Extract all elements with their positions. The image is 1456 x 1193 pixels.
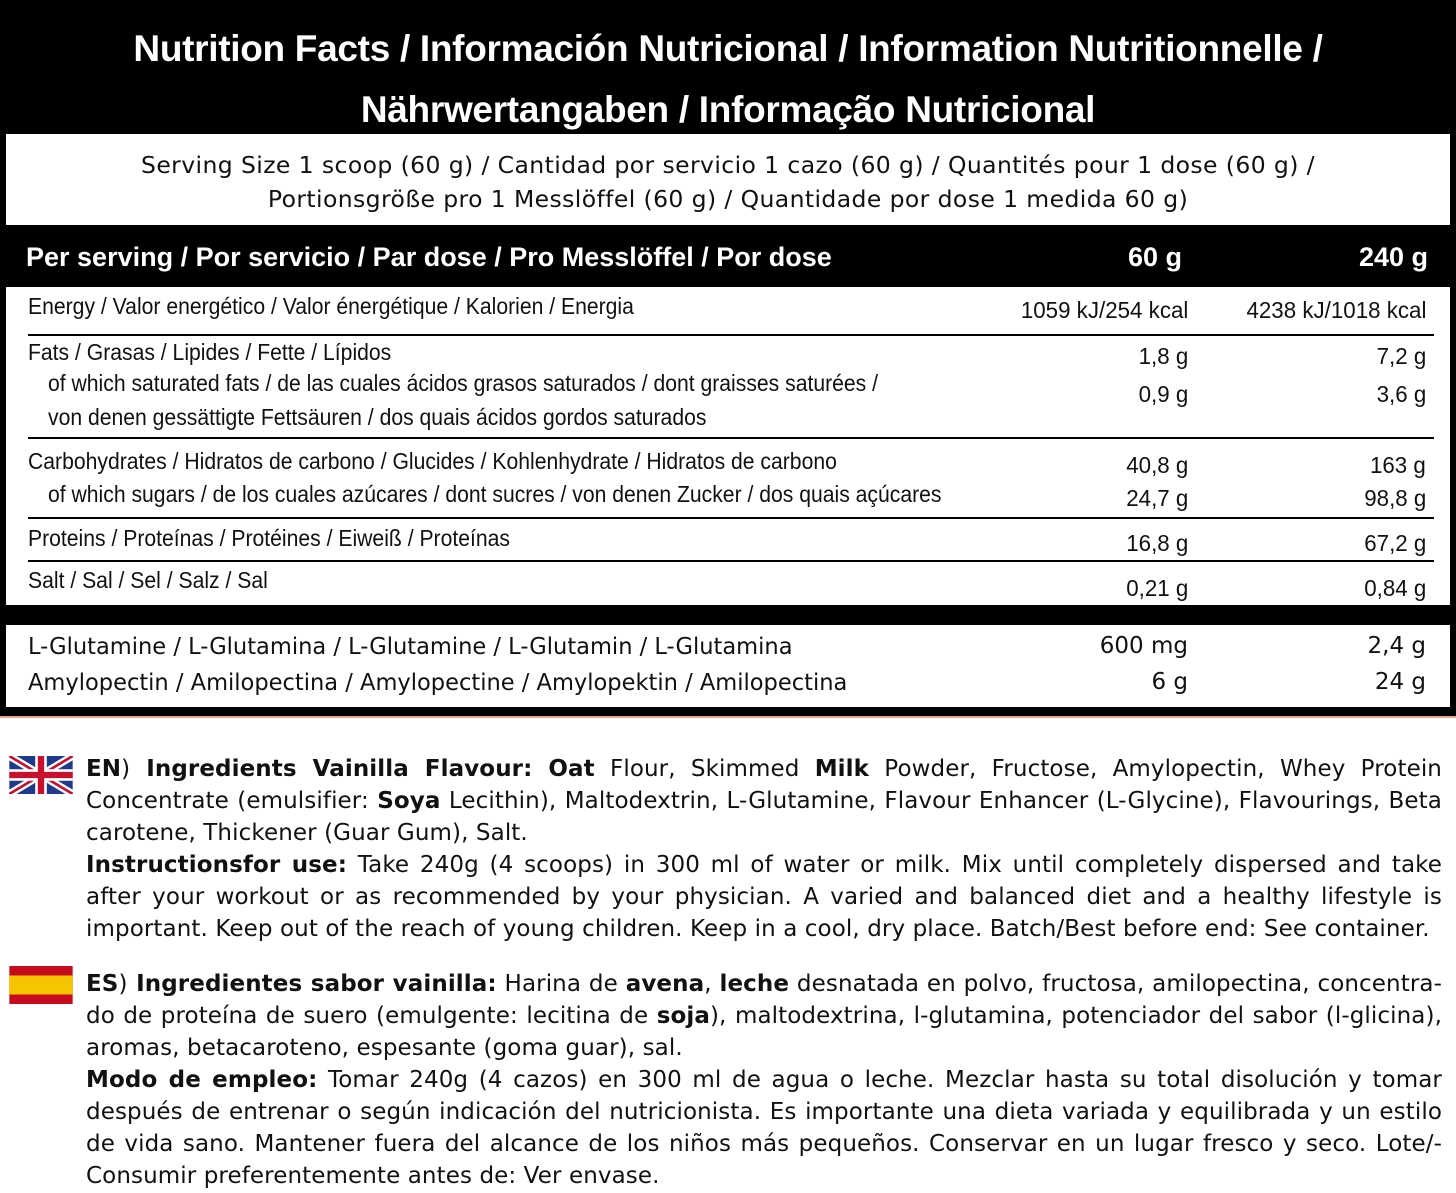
energy-240g: 4238 kJ/1018 kcal	[1246, 297, 1426, 323]
ingredients-text: Harina de	[496, 971, 626, 997]
ingredients-text: desnatada en polvo, fructosa, amilopectina, concentra-do de proteína de suero (emulgente: lecitina de	[86, 971, 1442, 1029]
row-divider	[28, 517, 1434, 519]
fats-label: Fats / Grasas / Lipides / Fette / Lípidos	[28, 339, 392, 365]
carbs-label: Carbohydrates / Hidratos de carbono / Glucides / Kohlenhydrate / Hidratos de carbono	[28, 448, 837, 474]
amylopectin-240g: 24 g	[1374, 669, 1426, 695]
sugars-240g: 98,8 g	[1363, 485, 1426, 511]
lang-paren: )	[118, 971, 128, 997]
allergen-soya: Soya	[377, 788, 441, 814]
allergen-oat: Oat	[548, 756, 595, 782]
lang-code-es: ES	[86, 971, 119, 997]
allergen-soja: soja	[656, 1003, 710, 1029]
ingredients-heading-es: Ingredientes sabor vainilla:	[127, 971, 497, 997]
glutamine-60g: 600 mg	[1099, 633, 1188, 659]
column-60g-header: 60 g	[1127, 242, 1182, 272]
column-240g-header: 240 g	[1358, 242, 1428, 272]
allergen-leche: leche	[719, 971, 790, 997]
glutamine-240g: 2,4 g	[1367, 633, 1426, 659]
lang-code-en: EN	[86, 756, 122, 782]
serving-size-box	[6, 134, 1450, 225]
salt-60g: 0,21 g	[1125, 575, 1188, 601]
row-divider	[28, 437, 1434, 439]
ingredients-text: ), maltodextrina, l-glutamina, potenciador del sabor (l-glicina), aromas, betacaroteno, espesante (goma guar), sal.	[86, 1003, 1442, 1061]
nutrient-table	[6, 287, 1450, 605]
ingredients-es	[86, 968, 1442, 1192]
ingredients-en	[86, 753, 1442, 945]
panel-bottom-rule	[0, 716, 1456, 718]
proteins-60g: 16,8 g	[1125, 530, 1188, 556]
serving-line-1: Serving Size 1 scoop (60 g) / Cantidad por servicio 1 cazo (60 g) / Quantités pour 1 dose (60 g) /	[141, 151, 1315, 179]
serving-line-2: Portionsgröße pro 1 Messlöffel (60 g) / Quantidade por dose 1 medida 60 g)	[267, 185, 1189, 213]
ingredients-text: Powder, Fructose, Amylopectin, Whey Protein Concentrate (emulsifier:	[86, 756, 1442, 814]
proteins-label: Proteins / Proteínas / Protéines / Eiweiß / Proteínas	[28, 525, 510, 551]
fats-240g: 7,2 g	[1376, 343, 1426, 369]
ingredients-text: Lecithin), Maltodextrin, L-Glutamine, Flavour Enhancer (L-Glycine), Flavourings, Beta carotene, Thickener (Guar Gum), Salt.	[86, 788, 1442, 846]
instructions-text-es: Tomar 240g (4 cazos) en 300 ml de agua o leche. Mezclar hasta su total disolución y tomar después de entrenar o según indicación del nutricionista. Es importante una dieta variada y equilibrada y un estilo de vida sano. Mantener fuera del alcance de los niños más pequeños. Conservar en un lugar fresco y seco. Lote/-Consumir preferentemente antes de: Ver envase.	[86, 1067, 1442, 1189]
saturated-60g: 0,9 g	[1138, 381, 1188, 407]
amylopectin-label: Amylopectin / Amilopectina / Amylopectine / Amylopektin / Amilopectina	[28, 670, 848, 696]
lang-paren: )	[121, 756, 131, 782]
row-divider	[28, 560, 1434, 562]
row-divider	[28, 334, 1434, 336]
allergen-avena: avena	[625, 971, 705, 997]
uk-flag-icon	[9, 756, 73, 794]
carbs-240g: 163 g	[1370, 452, 1426, 478]
per-serving-header	[0, 236, 1456, 280]
instructions-heading-en: Instructionsfor use:	[86, 852, 348, 878]
extra-nutrients-table	[6, 625, 1450, 707]
glutamine-label: L-Glutamine / L-Glutamina / L-Glutamine / L-Glutamin / L-Glutamina	[28, 634, 793, 660]
salt-label: Salt / Sal / Sel / Salz / Sal	[28, 567, 268, 593]
saturated-240g: 3,6 g	[1376, 381, 1426, 407]
instructions-text-en: Take 240g (4 scoops) in 300 ml of water or milk. Mix until completely dispersed and take after your workout or as recommended by your physician. A varied and balanced diet and a healthy lifestyle is important. Keep out of the reach of young children. Keep in a cool, dry place. Batch/Best before end: See container.	[86, 852, 1442, 942]
amylopectin-60g: 6 g	[1151, 669, 1188, 695]
per-serving-label: Per serving / Por servicio / Par dose / Pro Messlöffel / Por dose	[26, 242, 832, 272]
salt-240g: 0,84 g	[1363, 575, 1426, 601]
energy-label: Energy / Valor energético / Valor énergétique / Kalorien / Energia	[28, 293, 634, 319]
sugars-60g: 24,7 g	[1125, 485, 1188, 511]
title-line-1: Nutrition Facts / Información Nutricional / Information Nutritionnelle /	[133, 28, 1323, 69]
instructions-heading-es: Modo de empleo:	[86, 1067, 318, 1093]
energy-60g: 1059 kJ/254 kcal	[1020, 297, 1188, 323]
ingredients-heading-en: Ingredients Vainilla Flavour:	[130, 756, 549, 782]
proteins-240g: 67,2 g	[1363, 530, 1426, 556]
saturated-label-2: von denen gessättigte Fettsäuren / dos quais ácidos gordos saturados	[48, 404, 707, 430]
title-line-2: Nährwertangaben / Informação Nutricional	[360, 89, 1096, 130]
saturated-label-1: of which saturated fats / de las cuales ácidos grasos saturados / dont graisses saturées /	[48, 370, 878, 396]
spain-flag-icon	[9, 966, 73, 1004]
nutrition-title	[0, 18, 1456, 140]
ingredients-text: ,	[704, 971, 720, 997]
carbs-60g: 40,8 g	[1125, 452, 1188, 478]
allergen-milk: Milk	[814, 756, 870, 782]
ingredients-text: Flour, Skimmed	[594, 756, 815, 782]
fats-60g: 1,8 g	[1138, 343, 1188, 369]
sugars-label: of which sugars / de los cuales azúcares / dont sucres / von denen Zucker / dos quais açúcares	[48, 481, 942, 507]
